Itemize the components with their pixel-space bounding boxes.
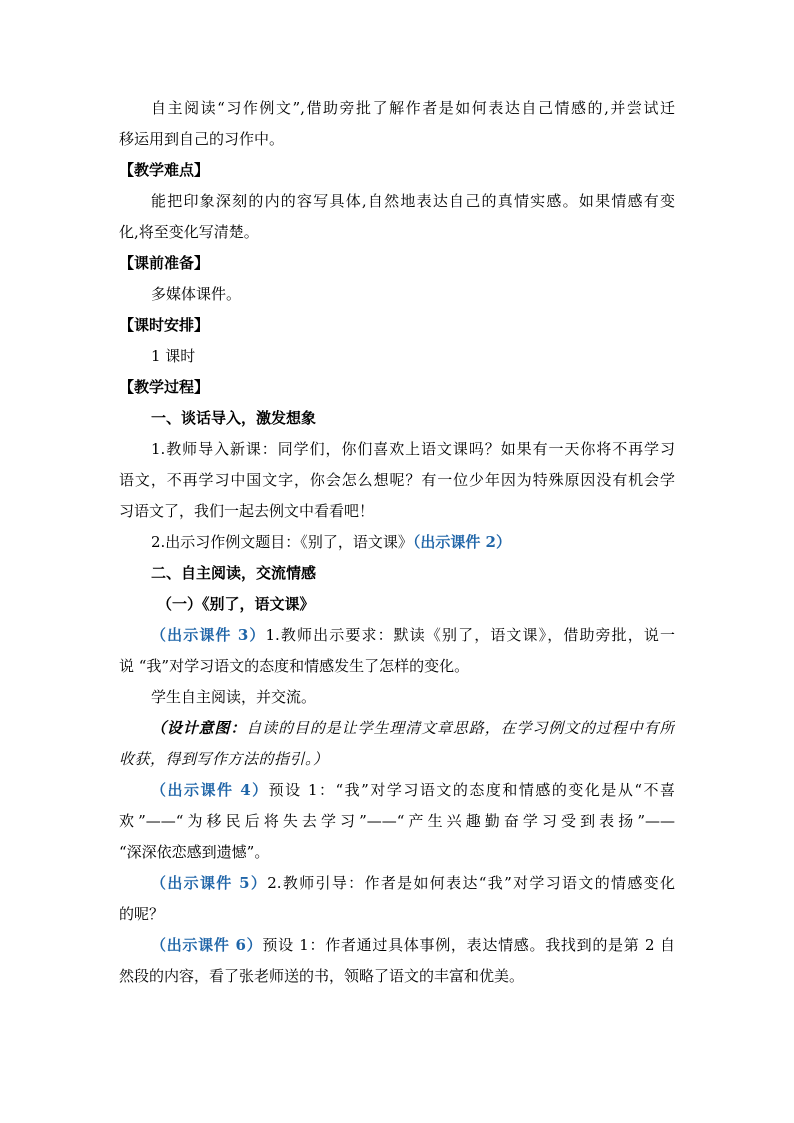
courseware-tag: （出示课件 6） — [151, 936, 263, 954]
design-intent-label: （设计意图： — [151, 719, 247, 737]
part1-step2-text: 2.出示习作例文题目：《别了，语文课》 — [151, 533, 413, 551]
objectives-line: 移运用到自己的习作中。 — [119, 130, 285, 148]
part1-title: 一、谈话导入，激发想象 — [151, 409, 317, 427]
preset1-text: 预设 1：“我”对学习语文的态度和情感的变化是从“不喜 — [268, 781, 675, 799]
courseware-tag: （出示课件 4） — [151, 781, 269, 799]
part2-step2-line: 的呢？ — [119, 905, 165, 923]
part2-step2-line — [119, 868, 675, 899]
preset1-line: “深深依恋感到遗憾”。 — [119, 843, 270, 861]
design-intent-text: 自读的目的是让学生理清文章思路，在学习例文的过程中有所 — [246, 719, 675, 737]
difficulty-heading: 【教学难点】 — [119, 161, 210, 179]
part1-step1-line: 习语文了，我们一起去例文中看看吧！ — [119, 502, 375, 520]
courseware-tag: （出示课件 2） — [412, 533, 511, 551]
schedule-heading: 【课时安排】 — [119, 316, 210, 334]
objectives-line: 自主阅读“习作例文”,借助旁批了解作者是如何表达自己情感的,并尝试迁 — [151, 99, 675, 117]
preset2-line: 然段的内容，看了张老师送的书，领略了语文的丰富和优美。 — [119, 967, 525, 985]
preparation-heading: 【课前准备】 — [119, 254, 210, 272]
preset2-text: 预设 1：作者通过具体事例，表达情感。我找到的是第 2 自 — [262, 936, 675, 954]
part2-step1-text: 1.教师出示要求：默读《别了，语文课》，借助旁批，说一 — [265, 626, 675, 644]
preset2-line — [119, 930, 675, 961]
design-intent-line — [119, 713, 675, 744]
part2-step1-line — [119, 620, 675, 651]
courseware-tag: （出示课件 3） — [151, 626, 266, 644]
part1-step2-line — [119, 527, 675, 558]
difficulty-line: 能把印象深刻的内的容写具体,自然地表达自己的真情实感。如果情感有变 — [151, 192, 675, 210]
part2-title: 二、自主阅读，交流情感 — [151, 564, 317, 582]
part1-step1-line: 1.教师导入新课：同学们，你们喜欢上语文课吗？如果有一天你将不再学习 — [151, 440, 675, 458]
part2-step2-text: 2.教师引导：作者是如何表达“我”对学习语文的情感变化 — [267, 874, 675, 892]
difficulty-line: 化,将至变化写清楚。 — [119, 223, 259, 241]
preset1-line: 欢”——“为移民后将失去学习”——“产生兴趣勤奋学习受到表扬”—— — [119, 812, 675, 830]
design-intent-line: 收获，得到写作方法的指引。） — [119, 750, 329, 768]
part2-subtitle: （一）《别了，语文课》 — [157, 595, 315, 613]
schedule-text: 1 课时 — [151, 347, 196, 365]
part2-step1-line: 说 “我”对学习语文的态度和情感发生了怎样的变化。 — [119, 657, 470, 675]
preparation-text: 多媒体课件。 — [151, 285, 242, 303]
part1-step1-line: 语文，不再学习中国文字，你会怎么想呢？有一位少年因为特殊原因没有机会学 — [119, 471, 675, 489]
student-activity: 学生自主阅读，并交流。 — [151, 688, 317, 706]
lesson-plan-body — [119, 93, 675, 992]
courseware-tag: （出示课件 5） — [151, 874, 268, 892]
preset1-line — [119, 775, 675, 806]
process-heading: 【教学过程】 — [119, 378, 210, 396]
